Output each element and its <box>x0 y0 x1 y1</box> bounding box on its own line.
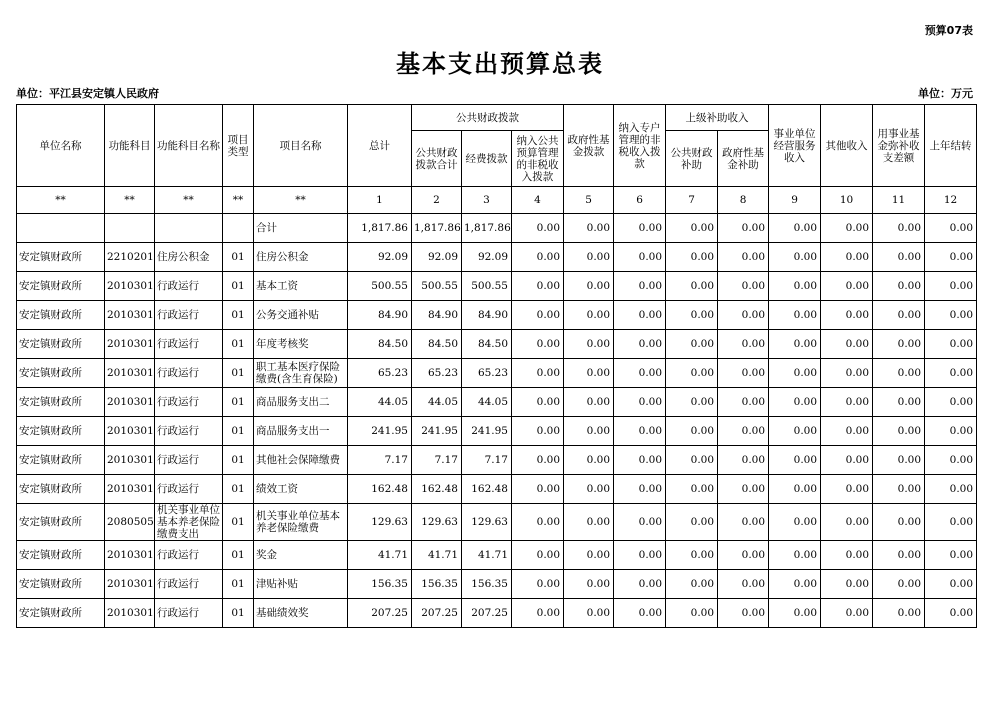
table-row <box>17 504 977 541</box>
amount-cell: 0.00 <box>564 330 614 359</box>
amount-cell: 0.00 <box>769 504 821 541</box>
project-type-cell: 01 <box>223 301 254 330</box>
amount-cell: 156.35 <box>462 570 512 599</box>
project-type-cell: 01 <box>223 417 254 446</box>
amount-cell: 0.00 <box>769 541 821 570</box>
amount-cell: 0.00 <box>614 330 666 359</box>
table-row <box>17 214 977 243</box>
project-type-cell: 01 <box>223 330 254 359</box>
amount-cell: 84.90 <box>462 301 512 330</box>
column-index-cell: 4 <box>512 187 564 214</box>
function-code-cell: 2010301 <box>105 417 155 446</box>
amount-cell: 0.00 <box>821 446 873 475</box>
amount-cell: 0.00 <box>512 243 564 272</box>
project-type-cell: 01 <box>223 475 254 504</box>
amount-cell: 129.63 <box>412 504 462 541</box>
unit-name-cell: 安定镇财政所 <box>17 272 105 301</box>
amount-cell: 1,817.86 <box>462 214 512 243</box>
function-name-cell: 行政运行 <box>155 388 223 417</box>
amount-cell: 0.00 <box>564 388 614 417</box>
column-index-cell: 3 <box>462 187 512 214</box>
amount-cell: 0.00 <box>925 504 977 541</box>
header-public-fiscal: 公共财政拨款 <box>412 105 564 131</box>
amount-cell: 0.00 <box>614 504 666 541</box>
table-body <box>17 214 977 628</box>
function-code-cell: 2010301 <box>105 475 155 504</box>
amount-cell: 162.48 <box>348 475 412 504</box>
amount-cell: 0.00 <box>925 359 977 388</box>
amount-cell: 0.00 <box>718 446 769 475</box>
amount-cell: 92.09 <box>348 243 412 272</box>
column-index-cell: 7 <box>666 187 718 214</box>
amount-cell: 0.00 <box>769 272 821 301</box>
amount-cell: 0.00 <box>564 359 614 388</box>
amount-cell: 0.00 <box>666 417 718 446</box>
amount-cell: 0.00 <box>614 388 666 417</box>
project-name-cell: 公务交通补贴 <box>254 301 348 330</box>
project-type-cell: 01 <box>223 504 254 541</box>
project-name-cell: 绩效工资 <box>254 475 348 504</box>
amount-cell: 0.00 <box>925 272 977 301</box>
amount-cell: 0.00 <box>614 570 666 599</box>
function-name-cell: 行政运行 <box>155 272 223 301</box>
amount-cell: 0.00 <box>873 599 925 628</box>
amount-cell: 44.05 <box>412 388 462 417</box>
amount-cell: 0.00 <box>769 388 821 417</box>
function-name-cell: 行政运行 <box>155 301 223 330</box>
amount-cell: 500.55 <box>412 272 462 301</box>
amount-cell: 0.00 <box>925 243 977 272</box>
function-name-cell: 行政运行 <box>155 330 223 359</box>
amount-cell: 0.00 <box>873 570 925 599</box>
unit-name-cell: 安定镇财政所 <box>17 599 105 628</box>
amount-cell: 241.95 <box>462 417 512 446</box>
function-code-cell: 2010301 <box>105 570 155 599</box>
header-project-type: 项目类型 <box>223 105 254 187</box>
amount-cell: 0.00 <box>718 301 769 330</box>
column-index-cell: 2 <box>412 187 462 214</box>
amount-cell: 41.71 <box>348 541 412 570</box>
function-name-cell: 住房公积金 <box>155 243 223 272</box>
function-code-cell: 2010301 <box>105 272 155 301</box>
amount-cell: 0.00 <box>666 599 718 628</box>
amount-cell: 0.00 <box>769 475 821 504</box>
project-type-cell: 01 <box>223 446 254 475</box>
amount-cell: 0.00 <box>614 359 666 388</box>
project-name-cell: 机关事业单位基本养老保险缴费 <box>254 504 348 541</box>
unit-name-cell: 安定镇财政所 <box>17 301 105 330</box>
amount-cell: 0.00 <box>564 541 614 570</box>
header-nontax: 纳入公共预算管理的非税收入拨款 <box>512 131 564 187</box>
amount-cell: 0.00 <box>718 388 769 417</box>
header-other-income: 其他收入 <box>821 105 873 187</box>
amount-cell: 0.00 <box>821 243 873 272</box>
amount-cell: 0.00 <box>925 388 977 417</box>
amount-cell: 84.90 <box>412 301 462 330</box>
function-name-cell: 行政运行 <box>155 570 223 599</box>
column-index-cell: 11 <box>873 187 925 214</box>
amount-cell: 0.00 <box>821 388 873 417</box>
amount-cell: 162.48 <box>462 475 512 504</box>
amount-cell: 0.00 <box>821 541 873 570</box>
amount-cell: 0.00 <box>564 570 614 599</box>
amount-cell: 0.00 <box>769 330 821 359</box>
table-row <box>17 388 977 417</box>
header-funding: 经费拨款 <box>462 131 512 187</box>
amount-cell: 207.25 <box>348 599 412 628</box>
table-row <box>17 330 977 359</box>
amount-cell: 0.00 <box>564 599 614 628</box>
amount-cell: 0.00 <box>873 359 925 388</box>
amount-cell: 0.00 <box>564 417 614 446</box>
amount-cell: 44.05 <box>462 388 512 417</box>
amount-cell: 0.00 <box>512 359 564 388</box>
amount-cell: 0.00 <box>769 301 821 330</box>
amount-cell: 65.23 <box>348 359 412 388</box>
amount-cell: 0.00 <box>512 504 564 541</box>
column-index-cell: 5 <box>564 187 614 214</box>
amount-cell: 0.00 <box>564 504 614 541</box>
amount-cell: 129.63 <box>348 504 412 541</box>
amount-cell: 0.00 <box>821 214 873 243</box>
function-code-cell: 2010301 <box>105 599 155 628</box>
amount-cell: 0.00 <box>718 359 769 388</box>
amount-cell: 0.00 <box>873 301 925 330</box>
amount-cell: 0.00 <box>925 330 977 359</box>
amount-cell: 0.00 <box>718 243 769 272</box>
amount-cell: 0.00 <box>821 272 873 301</box>
column-index-cell: 6 <box>614 187 666 214</box>
amount-cell: 0.00 <box>512 599 564 628</box>
unit-name-cell: 安定镇财政所 <box>17 388 105 417</box>
project-type-cell: 01 <box>223 359 254 388</box>
function-code-cell <box>105 214 155 243</box>
unit-name-cell: 安定镇财政所 <box>17 359 105 388</box>
project-name-cell: 年度考核奖 <box>254 330 348 359</box>
function-name-cell: 行政运行 <box>155 475 223 504</box>
amount-cell: 41.71 <box>412 541 462 570</box>
amount-cell: 0.00 <box>925 214 977 243</box>
amount-cell: 0.00 <box>718 504 769 541</box>
amount-cell: 0.00 <box>769 446 821 475</box>
project-name-cell: 职工基本医疗保险缴费(含生育保险) <box>254 359 348 388</box>
amount-cell: 0.00 <box>925 446 977 475</box>
amount-cell: 92.09 <box>412 243 462 272</box>
header-carryover: 上年结转 <box>925 105 977 187</box>
amount-cell: 0.00 <box>873 541 925 570</box>
amount-cell: 7.17 <box>348 446 412 475</box>
function-name-cell: 行政运行 <box>155 359 223 388</box>
amount-cell: 0.00 <box>718 599 769 628</box>
amount-cell: 0.00 <box>821 417 873 446</box>
amount-cell: 0.00 <box>564 446 614 475</box>
function-code-cell: 2080505 <box>105 504 155 541</box>
project-name-cell: 住房公积金 <box>254 243 348 272</box>
amount-cell: 0.00 <box>666 301 718 330</box>
header-total: 总计 <box>348 105 412 187</box>
amount-cell: 0.00 <box>666 541 718 570</box>
unit-name-cell: 安定镇财政所 <box>17 243 105 272</box>
amount-cell: 0.00 <box>769 359 821 388</box>
project-type-cell: 01 <box>223 570 254 599</box>
amount-cell: 0.00 <box>821 330 873 359</box>
amount-cell: 0.00 <box>512 388 564 417</box>
unit-name-cell: 安定镇财政所 <box>17 570 105 599</box>
amount-cell: 0.00 <box>873 330 925 359</box>
project-name-cell: 其他社会保障缴费 <box>254 446 348 475</box>
column-index-cell: 8 <box>718 187 769 214</box>
amount-cell: 0.00 <box>821 359 873 388</box>
amount-cell: 0.00 <box>512 446 564 475</box>
header-upper-subsidy: 上级补助收入 <box>666 105 769 131</box>
amount-cell: 0.00 <box>614 417 666 446</box>
amount-cell: 0.00 <box>821 301 873 330</box>
project-name-cell: 津贴补贴 <box>254 570 348 599</box>
project-type-cell: 01 <box>223 599 254 628</box>
function-name-cell <box>155 214 223 243</box>
amount-cell: 0.00 <box>512 417 564 446</box>
column-index-row <box>17 187 977 214</box>
amount-cell: 0.00 <box>614 446 666 475</box>
amount-cell: 7.17 <box>462 446 512 475</box>
amount-cell: 156.35 <box>348 570 412 599</box>
amount-cell: 0.00 <box>512 301 564 330</box>
project-type-cell <box>223 214 254 243</box>
function-name-cell: 行政运行 <box>155 599 223 628</box>
unit-label: 单位：平江县安定镇人民政府 <box>16 87 159 100</box>
amount-cell: 41.71 <box>462 541 512 570</box>
header-function-name: 功能科目名称 <box>155 105 223 187</box>
amount-cell: 156.35 <box>412 570 462 599</box>
amount-cell: 0.00 <box>512 570 564 599</box>
project-type-cell: 01 <box>223 272 254 301</box>
table-row <box>17 599 977 628</box>
amount-cell: 84.50 <box>348 330 412 359</box>
amount-cell: 44.05 <box>348 388 412 417</box>
amount-cell: 0.00 <box>512 541 564 570</box>
amount-cell: 0.00 <box>718 417 769 446</box>
project-name-cell: 商品服务支出一 <box>254 417 348 446</box>
project-name-cell: 商品服务支出二 <box>254 388 348 417</box>
table-row <box>17 475 977 504</box>
amount-cell: 0.00 <box>873 388 925 417</box>
amount-cell: 0.00 <box>666 214 718 243</box>
amount-cell: 0.00 <box>925 541 977 570</box>
amount-cell: 0.00 <box>564 301 614 330</box>
function-name-cell: 行政运行 <box>155 417 223 446</box>
amount-cell: 7.17 <box>412 446 462 475</box>
amount-cell: 0.00 <box>666 388 718 417</box>
function-code-cell: 2010301 <box>105 446 155 475</box>
project-type-cell: 01 <box>223 388 254 417</box>
amount-cell: 0.00 <box>666 504 718 541</box>
header-unit-name: 单位名称 <box>17 105 105 187</box>
amount-cell: 0.00 <box>873 446 925 475</box>
header-public-fiscal-total: 公共财政拨款合计 <box>412 131 462 187</box>
amount-cell: 0.00 <box>666 475 718 504</box>
unit-name-cell: 安定镇财政所 <box>17 541 105 570</box>
unit-name-cell: 安定镇财政所 <box>17 330 105 359</box>
function-name-cell: 机关事业单位基本养老保险缴费支出 <box>155 504 223 541</box>
project-name-cell: 合计 <box>254 214 348 243</box>
amount-cell: 0.00 <box>873 272 925 301</box>
amount-cell: 241.95 <box>348 417 412 446</box>
column-index-cell: 9 <box>769 187 821 214</box>
amount-cell: 0.00 <box>821 599 873 628</box>
amount-cell: 500.55 <box>348 272 412 301</box>
column-index-cell: ** <box>254 187 348 214</box>
column-index-cell: 10 <box>821 187 873 214</box>
amount-cell: 0.00 <box>769 570 821 599</box>
amount-cell: 0.00 <box>666 243 718 272</box>
amount-cell: 0.00 <box>512 214 564 243</box>
amount-cell: 0.00 <box>666 570 718 599</box>
amount-cell: 0.00 <box>512 475 564 504</box>
amount-cell: 0.00 <box>821 475 873 504</box>
table-row <box>17 243 977 272</box>
function-code-cell: 2010301 <box>105 541 155 570</box>
amount-cell: 207.25 <box>412 599 462 628</box>
function-name-cell: 行政运行 <box>155 446 223 475</box>
function-code-cell: 2210201 <box>105 243 155 272</box>
table-row <box>17 272 977 301</box>
header-upper-public-fiscal: 公共财政补助 <box>666 131 718 187</box>
amount-cell: 241.95 <box>412 417 462 446</box>
project-type-cell: 01 <box>223 541 254 570</box>
unit-name-cell <box>17 214 105 243</box>
header-function-code: 功能科目 <box>105 105 155 187</box>
function-code-cell: 2010301 <box>105 330 155 359</box>
amount-cell: 0.00 <box>718 330 769 359</box>
amount-cell: 0.00 <box>821 504 873 541</box>
unit-name-cell: 安定镇财政所 <box>17 417 105 446</box>
amount-cell: 0.00 <box>614 541 666 570</box>
amount-cell: 0.00 <box>666 446 718 475</box>
amount-cell: 0.00 <box>512 272 564 301</box>
unit-name-cell: 安定镇财政所 <box>17 475 105 504</box>
amount-cell: 0.00 <box>821 570 873 599</box>
table-row <box>17 417 977 446</box>
amount-cell: 65.23 <box>412 359 462 388</box>
amount-cell: 0.00 <box>873 243 925 272</box>
project-name-cell: 奖金 <box>254 541 348 570</box>
amount-cell: 0.00 <box>564 214 614 243</box>
project-name-cell: 基础绩效奖 <box>254 599 348 628</box>
amount-cell: 0.00 <box>718 541 769 570</box>
amount-cell: 0.00 <box>512 330 564 359</box>
table-row <box>17 446 977 475</box>
function-name-cell: 行政运行 <box>155 541 223 570</box>
column-index-cell: ** <box>17 187 105 214</box>
amount-cell: 0.00 <box>873 475 925 504</box>
page-title: 基本支出预算总表 <box>396 50 604 78</box>
amount-cell: 84.90 <box>348 301 412 330</box>
amount-cell: 0.00 <box>925 301 977 330</box>
header-upper-gov-fund: 政府性基金补助 <box>718 131 769 187</box>
project-type-cell: 01 <box>223 243 254 272</box>
amount-cell: 0.00 <box>925 570 977 599</box>
amount-cell: 0.00 <box>564 243 614 272</box>
amount-cell: 0.00 <box>666 272 718 301</box>
amount-cell: 0.00 <box>614 243 666 272</box>
header-special-account: 纳入专户管理的非税收入拨款 <box>614 105 666 187</box>
amount-cell: 1,817.86 <box>348 214 412 243</box>
amount-cell: 0.00 <box>614 475 666 504</box>
header-fund-offset: 用事业基金弥补收支差额 <box>873 105 925 187</box>
amount-cell: 0.00 <box>873 504 925 541</box>
column-index-cell: 1 <box>348 187 412 214</box>
budget-table <box>16 104 977 628</box>
amount-cell: 0.00 <box>564 475 614 504</box>
table-row <box>17 359 977 388</box>
amount-cell: 129.63 <box>462 504 512 541</box>
amount-cell: 92.09 <box>462 243 512 272</box>
header-project-name: 项目名称 <box>254 105 348 187</box>
amount-cell: 0.00 <box>564 272 614 301</box>
amount-cell: 84.50 <box>462 330 512 359</box>
amount-cell: 0.00 <box>614 599 666 628</box>
amount-cell: 0.00 <box>614 272 666 301</box>
unit-name-cell: 安定镇财政所 <box>17 446 105 475</box>
amount-cell: 0.00 <box>769 599 821 628</box>
function-code-cell: 2010301 <box>105 359 155 388</box>
amount-cell: 65.23 <box>462 359 512 388</box>
currency-unit-label: 单位：万元 <box>918 87 973 100</box>
amount-cell: 0.00 <box>718 570 769 599</box>
project-name-cell: 基本工资 <box>254 272 348 301</box>
function-code-cell: 2010301 <box>105 301 155 330</box>
header-business-income: 事业单位经营服务收入 <box>769 105 821 187</box>
column-index-cell: 12 <box>925 187 977 214</box>
amount-cell: 0.00 <box>925 417 977 446</box>
amount-cell: 162.48 <box>412 475 462 504</box>
amount-cell: 0.00 <box>614 214 666 243</box>
amount-cell: 0.00 <box>873 417 925 446</box>
amount-cell: 500.55 <box>462 272 512 301</box>
amount-cell: 0.00 <box>614 301 666 330</box>
amount-cell: 0.00 <box>666 330 718 359</box>
amount-cell: 1,817.86 <box>412 214 462 243</box>
amount-cell: 0.00 <box>873 214 925 243</box>
amount-cell: 0.00 <box>925 599 977 628</box>
table-row <box>17 541 977 570</box>
table-row <box>17 301 977 330</box>
amount-cell: 0.00 <box>769 214 821 243</box>
unit-name-cell: 安定镇财政所 <box>17 504 105 541</box>
column-index-cell: ** <box>155 187 223 214</box>
amount-cell: 0.00 <box>925 475 977 504</box>
column-index-cell: ** <box>223 187 254 214</box>
amount-cell: 0.00 <box>718 475 769 504</box>
function-code-cell: 2010301 <box>105 388 155 417</box>
document-code: 预算07表 <box>924 24 973 37</box>
amount-cell: 207.25 <box>462 599 512 628</box>
column-index-cell: ** <box>105 187 155 214</box>
amount-cell: 84.50 <box>412 330 462 359</box>
table-row <box>17 570 977 599</box>
amount-cell: 0.00 <box>769 417 821 446</box>
amount-cell: 0.00 <box>666 359 718 388</box>
amount-cell: 0.00 <box>718 214 769 243</box>
amount-cell: 0.00 <box>769 243 821 272</box>
header-gov-fund: 政府性基金拨款 <box>564 105 614 187</box>
amount-cell: 0.00 <box>718 272 769 301</box>
